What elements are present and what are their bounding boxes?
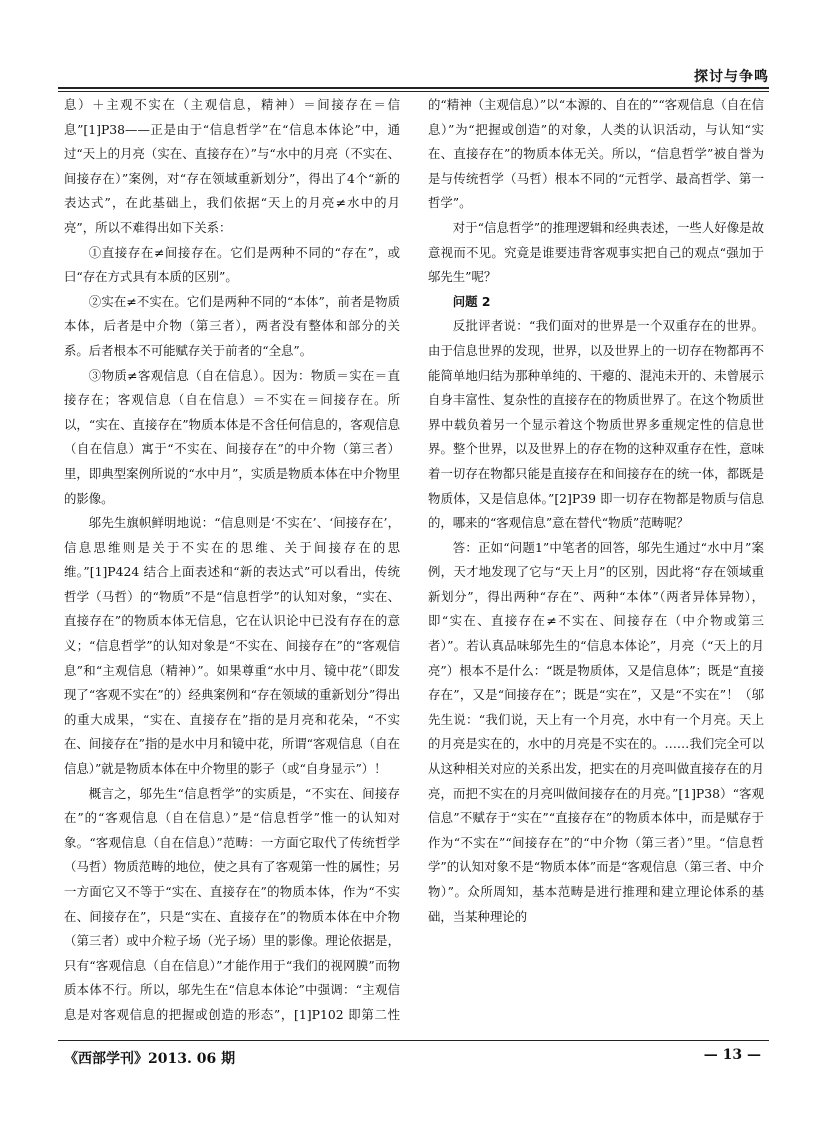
paragraph-1: 息）＋主观不实在（主观信息，精神）＝间接存在＝信息”[1]P38——正是由于“信息哲学”在“信息本体论”中，通过“天上的月亮（实在、直接存在）”与“水中的月亮（不实在、间接存在）”案例，对“存在领域重新划分”，得出了4个“新的表达式”，在此基础上，我们依据“天上的月亮≠水中的月亮”，所以不难得出如下关系： [64, 97, 400, 235]
header-divider [58, 87, 769, 89]
section-title-question-2: 问题 2 [452, 293, 491, 309]
paragraph-4: ③物质≠客观信息（自在信息）。因为：物质＝实在＝直接存在；客观信息（自在信息）＝不实在＝间接存在。所以，“实在、直接存在”物质本体是不含任何信息的，客观信息（自在信息）寓于“不实在、间接存在”的中介物（第三者）里，即典型案例所说的“水中月”，实质是物质本体在中介物里的影像。 [64, 367, 400, 506]
footer-divider [58, 1040, 769, 1041]
paragraph-7: 对于“信息哲学”的推理逻辑和经典表述，一些人好像是故意视而不见。究竟是谁要违背客观事实把自己的观点“强加于邬先生”呢？ [428, 219, 764, 285]
page-number: — 13 — [703, 1047, 761, 1063]
paragraph-6: 概言之，邬先生“信息哲学”的实质是，“不实在、间接存在”的“客观信息（自在信息）”是“信息哲学”惟一的认知对象。“客观信息（自在信息）”范畴：一方面它取代了传统哲学（马哲）物质范畴的地位，使之具有了客观第一性的属性；另一方面它又不等于“实在、直接存在”的物质本体，作为“不实在、间接存在”，只是“实在、直接存在”的物质本体在中介物（第三者）或中介粒子场（光子场）里的影像。理论依据是，只有“客观信息（自在信息）”才能作用于“我们的视网膜”而物质本体不行。所以，邬先生在“信息本体论”中强调：“主观信息是对客观信息的把握或创造的形态”，[1]P102 即第二性的“精神（主观信息）”以“本源的、自在的”“客观信息（自在信息）”为“把握或创造”的对象，人类的认识活动，与认知“实在、直接存在”的物质本体无关。所以，“信息哲学”被自誉为是与传统哲学（马哲）根本不同的“元哲学、最高哲学、第一哲学”。 [64, 97, 764, 1022]
paragraph-8: 反批评者说：“我们面对的世界是一个双重存在的世界。由于信息世界的发现，世界，以及世界上的一切存在物都再不能简单地归结为那种单纯的、干瘪的、混沌未开的、未曾展示自身丰富性、复杂性的直接存在的物质世界了。在这个物质世界中载负着另一个显示着这个物质世界多重规定性的信息世界。整个世界，以及世界上的存在物的这种双重存在性，意味着一切存在物都只能是直接存在和间接存在的统一体，都既是物质体，又是信息体。”[2]P39 即一切存在物都是物质与信息的，哪来的“客观信息”意在替代“物质”范畴呢？ [428, 318, 764, 531]
journal-issue: 《西部学刊》2013. 06 期 [64, 1051, 236, 1067]
section-header: 探讨与争鸣 [694, 69, 769, 85]
paragraph-3: ②实在≠不实在。它们是两种不同的“本体”，前者是物质本体，后者是中介物（第三者），两者没有整体和部分的关系。后者根本不可能赋存关于前者的“全息”。 [64, 293, 400, 358]
paragraph-5: 邬先生旗帜鲜明地说：“信息则是‘不实在’、‘间接存在’，信息思维则是关于不实在的思维、关于间接存在的思维。”[1]P424 结合上面表述和“新的表达式”可以看出，传统哲学（马哲）的“物质”不是“信息哲学”的认知对象，“实在、直接存在”的物质本体无信息，它在认识论中已没有存在的意义；“信息哲学”的认知对象是“不实在、间接存在”的“客观信息”和“主观信息（精神）”。如果尊重“水中月、镜中花”（即发现了“客观不实在”的）经典案例和“存在领域的重新划分”得出的重大成果，“实在、直接存在”指的是月亮和花朵，“不实在、间接存在”指的是水中月和镜中花，所谓“客观信息（自在信息）”就是物质本体在中介物里的影子（或“自身显示”）！ [64, 515, 400, 777]
article-body [64, 93, 764, 1039]
paragraph-9: 答：正如“问题1”中笔者的回答，邬先生通过“水中月”案例，天才地发现了它与“天上月”的区别，因此将“存在领域重新划分”，得出两种“存在”、两种“本体”（两者异体异物），即“实在、直接存在≠不实在、间接存在（中介物或第三者）”。若认真品味邬先生的“信息本体论”，月亮（“天上的月亮”）根本不是什么：“既是物质体，又是信息体”；既是“直接存在”，又是“间接存在”；既是“实在”，又是“不实在”！（邬先生说：“我们说，天上有一个月亮，水中有一个月亮。天上的月亮是实在的，水中的月亮是不实在的。……我们完全可以从这种相关对应的关系出发，把实在的月亮叫做直接存在的月亮，而把不实在的月亮叫做间接存在的月亮。”[1]P38）“客观信息”不赋存于“实在”“直接存在”的物质本体中，而是赋存于作为“不实在”“间接存在”的“中介物（第三者）”里。“信息哲学”的认知对象不是“物质本体”而是“客观信息（第三者、中介物）”。众所周知，基本范畴是进行推理和建立理论体系的基础，当某种理论的 [428, 539, 764, 924]
paragraph-2: ①直接存在≠间接存在。它们是两种不同的“存在”，或曰“存在方式具有本质的区别”。 [64, 244, 400, 285]
